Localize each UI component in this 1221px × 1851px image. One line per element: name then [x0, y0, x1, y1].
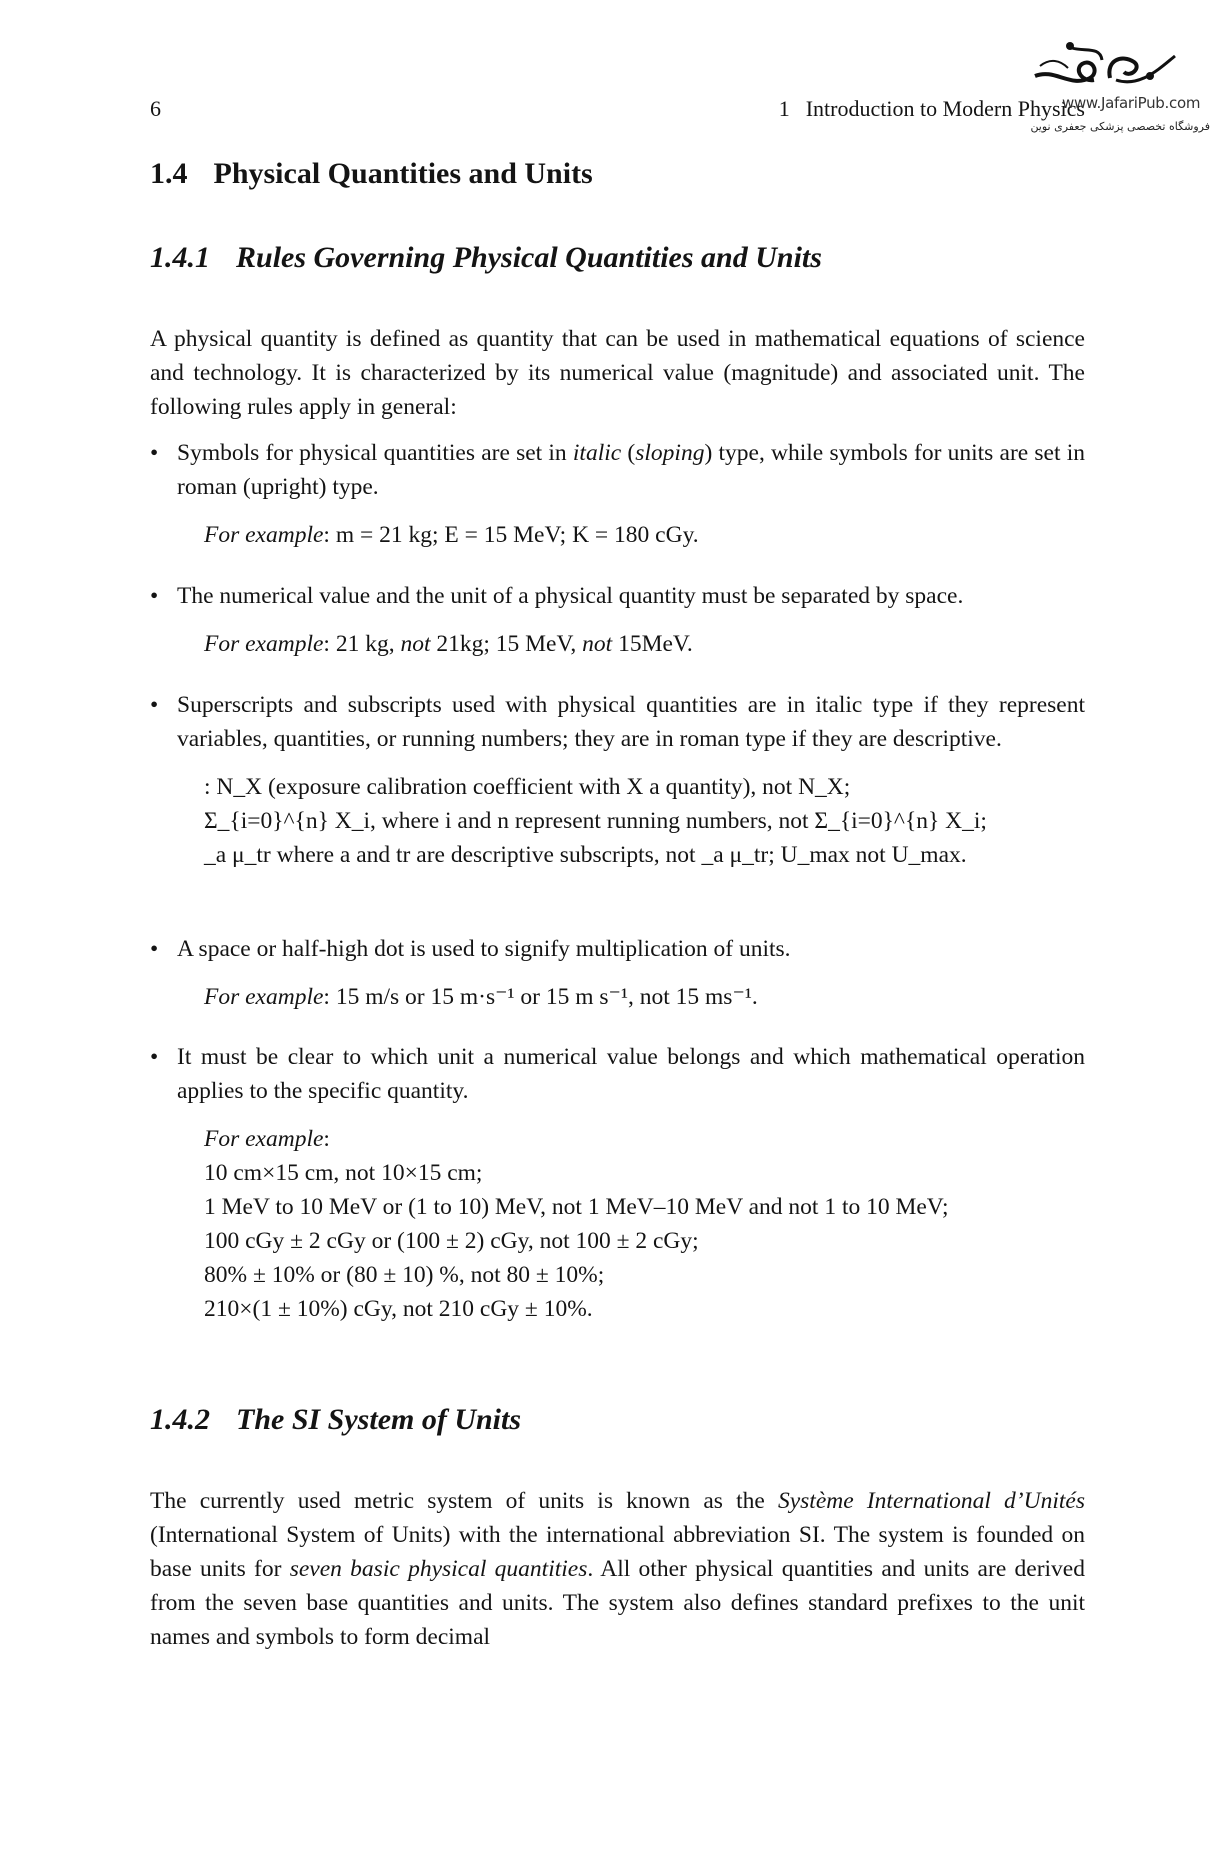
watermark-tagline: فروشگاه تخصصی پزشکی جعفری نوین [1030, 120, 1210, 133]
running-head [150, 96, 1085, 126]
intro-paragraph: A physical quantity is defined as quantity that can be used in mathematical equations of science and technology. It is characterized by its numerical value (magnitude) and associated unit. The following rules apply in general: [150, 326, 1085, 420]
rule-text: • Superscripts and subscripts used with physical quantities are in italic type if they represent variables, quantities, or running numbers; they are in roman type if they are descriptive. [150, 688, 1085, 756]
rule-text: • A space or half-high dot is used to signify multiplication of units. [150, 932, 1085, 966]
example-block: For example: 10 cm×15 cm, not 10×15 cm; 1 MeV to 10 MeV or (1 to 10) MeV, not 1 MeV–10 MeV and not 1 to 10 MeV; 100 cGy ± 2 cGy or (100 ± 2) cGy, not 100 ± 2 cGy; 80% ± 10% or (80 ± 10) %, not 80 ± 10%; 210×(1 ± 10%) cGy, not 210 cGy ± 10%. [150, 1122, 1085, 1326]
calligraphy-logo-icon [1030, 38, 1180, 98]
example-block [150, 770, 1085, 872]
example-line: : N_X (exposure calibration coefficient with X a quantity), not N_X; [204, 774, 851, 800]
rule-5 [150, 1040, 1085, 1326]
section-heading [150, 157, 593, 191]
subsection-heading-1 [150, 241, 822, 275]
watermark-url: www.JafariPub.com [1062, 94, 1201, 112]
rule-text: • The numerical value and the unit of a physical quantity must be separated by space. [150, 579, 1085, 613]
section-number: 1.4 [150, 157, 188, 190]
example-line: _a μ_tr where a and tr are descriptive subscripts, not _a μ_tr; U_max not U_max. [204, 842, 967, 868]
example-label: For example [204, 631, 324, 657]
example-line: 100 cGy ± 2 cGy or (100 ± 2) cGy, not 100 ± 2 cGy; [204, 1228, 699, 1254]
publisher-watermark [1010, 38, 1210, 148]
example-line: For example: 21 kg, not 21kg; 15 MeV, not 15MeV. [204, 631, 693, 657]
bullet-icon: • [150, 440, 159, 466]
si-block [150, 1484, 1085, 1654]
section-title: Physical Quantities and Units [213, 157, 593, 190]
example-line: 80% ± 10% or (80 ± 10) %, not 80 ± 10%; [204, 1262, 605, 1288]
page-number: 6 [150, 96, 161, 121]
example-line: For example: 15 m/s or 15 m·s⁻¹ or 15 m s⁻¹, not 15 ms⁻¹. [204, 984, 758, 1010]
bullet-icon: • [150, 692, 159, 718]
example-label: For example [204, 1126, 324, 1152]
bullet-icon: • [150, 1044, 159, 1070]
rule-text: • It must be clear to which unit a numerical value belongs and which mathematical operation applies to the specific quantity. [150, 1040, 1085, 1108]
subsection-heading-2 [150, 1403, 521, 1437]
example-line: 1 MeV to 10 MeV or (1 to 10) MeV, not 1 MeV–10 MeV and not 1 to 10 MeV; [204, 1194, 949, 1220]
si-paragraph: The currently used metric system of units is known as the Système International d’Unités (International System of Units) with the international abbreviation SI. The system is founded on base units for seven basic physical quantities. All other physical quantities and units are derived from the seven base quantities and units. The system also defines standard prefixes to the unit names and symbols to form decimal [150, 1488, 1085, 1650]
subsection-number: 1.4.1 [150, 241, 210, 274]
rule-text: • Symbols for physical quantities are set in italic (sloping) type, while symbols for units are set in roman (upright) type. [150, 436, 1085, 504]
rule-2 [150, 579, 1085, 661]
example-line: Σ_{i=0}^{n} X_i, where i and n represent running numbers, not Σ_{i=0}^{n} X_i; [204, 808, 987, 834]
intro-block [150, 322, 1085, 424]
example-line: 10 cm×15 cm, not 10×15 cm; [204, 1160, 483, 1186]
bullet-icon: • [150, 583, 159, 609]
example-label: For example [204, 984, 324, 1010]
rule-4 [150, 932, 1085, 1014]
subsection-title: Rules Governing Physical Quantities and Units [236, 241, 822, 274]
rule-1 [150, 436, 1085, 552]
example-label: For example [204, 522, 324, 548]
subsection-title: The SI System of Units [236, 1403, 522, 1436]
subsection-number: 1.4.2 [150, 1403, 210, 1436]
bullet-icon: • [150, 936, 159, 962]
example-line: 210×(1 ± 10%) cGy, not 210 cGy ± 10%. [204, 1296, 593, 1322]
rule-3 [150, 688, 1085, 872]
chapter-title-text: Introduction to Modern Physics [805, 96, 1085, 121]
example-line: For example: m = 21 kg; E = 15 MeV; K = 180 cGy. [204, 522, 699, 548]
chapter-number: 1 [778, 96, 790, 121]
